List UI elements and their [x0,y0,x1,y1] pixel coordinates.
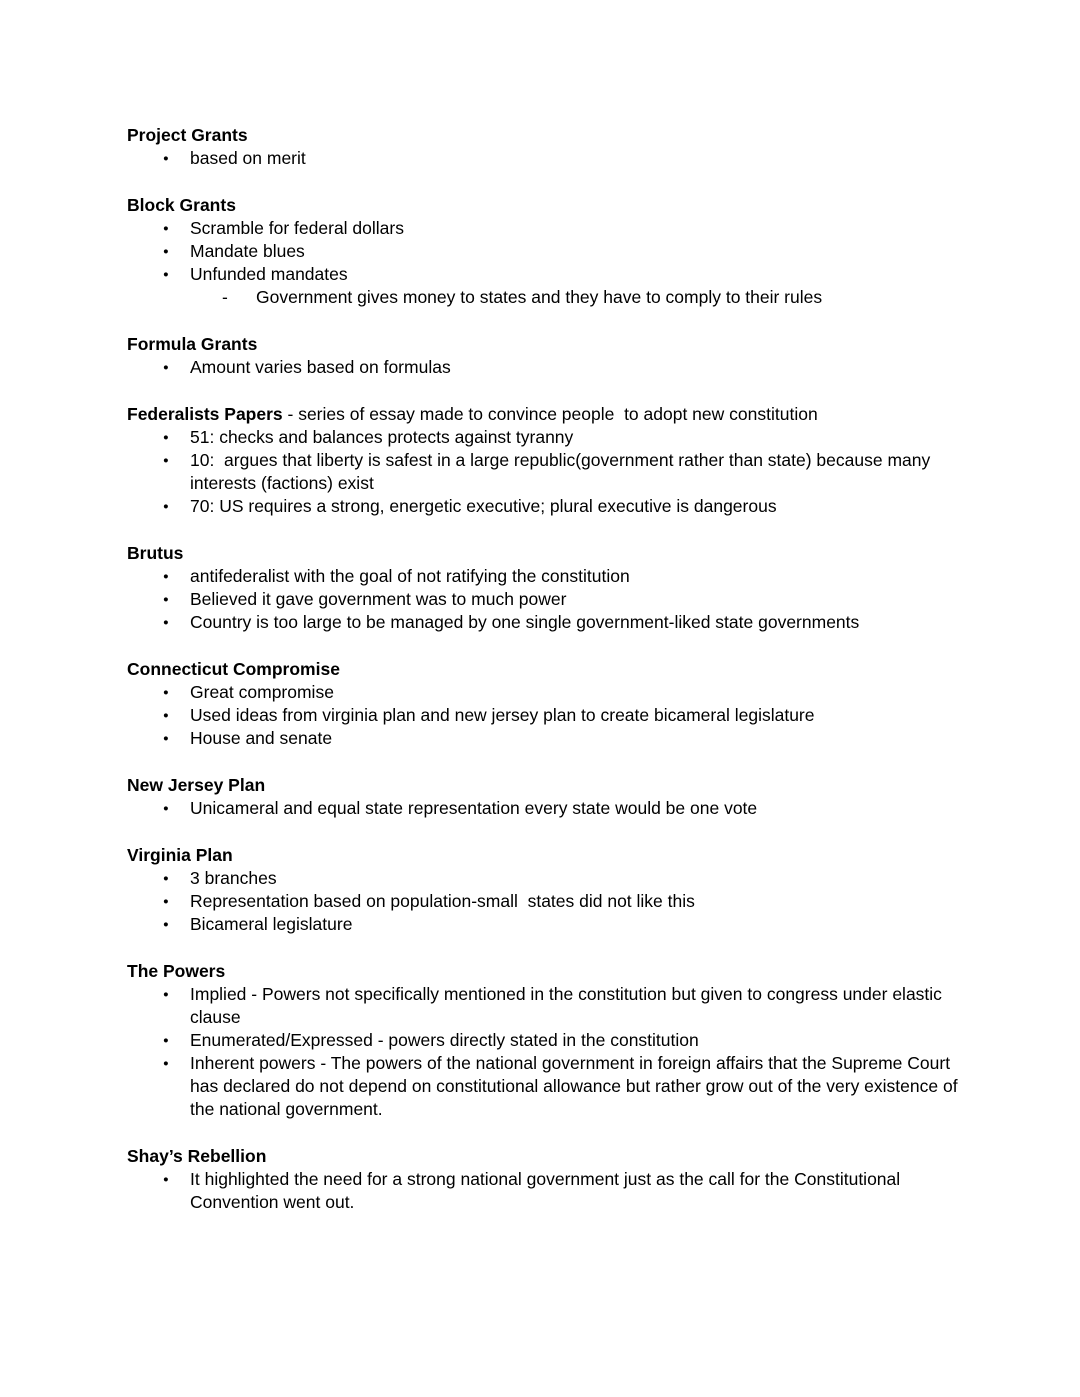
section-heading [127,194,960,217]
list-item [127,217,960,240]
section-heading-text: New Jersey Plan [127,775,266,795]
sub-list-item-text: Government gives money to states and they have to comply to their rules [256,287,823,307]
list-item [127,147,960,170]
list-item-text: Mandate blues [190,241,305,261]
list-item-text: Inherent powers - The powers of the national government in foreign affairs that the Supreme Court has declared do not depend on constitutional allowance but rather grow out of the very existence of the national government. [190,1053,963,1119]
list-item [127,565,960,588]
section-connecticut-compromise [127,658,960,750]
section-the-powers [127,960,963,1121]
section-heading [127,542,960,565]
list-item-text: Representation based on population-small states did not like this [190,891,695,911]
list-item-text: Scramble for federal dollars [190,218,404,238]
section-heading [127,124,960,147]
bullet-icon: ● [163,803,169,814]
bullet-icon: ● [163,989,169,1000]
list-item-text: 70: US requires a strong, energetic executive; plural executive is dangerous [190,496,777,516]
list-item-text: 51: checks and balances protects against tyranny [190,427,574,447]
bullet-icon: ● [163,571,169,582]
section-heading-text: Project Grants [127,125,248,145]
bullet-icon: ● [163,1035,169,1046]
list-item-text: Amount varies based on formulas [190,357,451,377]
dash-icon: - [222,287,228,307]
bullet-icon: ● [163,455,169,466]
bullet-icon: ● [163,896,169,907]
list-item [127,263,960,286]
section-shays-rebellion [127,1145,960,1214]
bullet-icon: ● [163,594,169,605]
section-heading [127,1145,960,1168]
list-item-text: Used ideas from virginia plan and new jersey plan to create bicameral legislature [190,705,815,725]
bullet-icon: ● [163,501,169,512]
section-heading-text: Connecticut Compromise [127,659,340,679]
section-heading-text: The Powers [127,961,226,981]
bullet-icon: ● [163,919,169,930]
bullet-icon: ● [163,873,169,884]
bullet-icon: ● [163,617,169,628]
section-block-grants [127,194,960,309]
bullet-icon: ● [163,153,169,164]
section-brutus [127,542,960,634]
list-item [127,867,960,890]
section-federalists-papers [127,403,960,518]
list-item-text: 10: argues that liberty is safest in a large republic(government rather than state) because many interests (factions) exist [190,450,936,493]
bullet-icon: ● [163,1058,169,1069]
bullet-icon: ● [163,362,169,373]
bullet-icon: ● [163,432,169,443]
list-item-text: Unfunded mandates [190,264,348,284]
list-item-text: Country is too large to be managed by one single government-liked state governments [190,612,860,632]
section-heading [127,960,960,983]
list-item-text: Implied - Powers not specifically mentioned in the constitution but given to congress under elastic clause [190,984,947,1027]
list-item [127,426,960,449]
list-item [127,611,960,634]
list-item [127,449,960,495]
bullet-icon: ● [163,1174,169,1185]
list-item-text: Great compromise [190,682,334,702]
list-item [127,913,960,936]
bullet-icon: ● [163,733,169,744]
list-item [127,797,960,820]
bullet-icon: ● [163,246,169,257]
section-heading [127,774,960,797]
section-heading-text: Shay’s Rebellion [127,1146,267,1166]
section-new-jersey-plan [127,774,960,820]
bullet-icon: ● [163,710,169,721]
list-item [127,356,960,379]
bullet-icon: ● [163,269,169,280]
list-item [127,495,960,518]
list-item-text: antifederalist with the goal of not ratifying the constitution [190,566,630,586]
list-item-text: Unicameral and equal state representation every state would be one vote [190,798,758,818]
list-item [127,1052,963,1121]
section-heading [127,658,960,681]
list-item [127,588,960,611]
sub-list-item [127,286,960,309]
section-heading-text: Brutus [127,543,184,563]
section-heading-text: Block Grants [127,195,236,215]
list-item [127,983,960,1029]
list-item [127,240,960,263]
bullet-icon: ● [163,223,169,234]
section-heading [127,844,960,867]
section-heading [127,333,960,356]
section-virginia-plan [127,844,960,936]
section-heading-rest: - series of essay made to convince people to adopt new constitution [282,404,818,424]
list-item [127,890,960,913]
section-formula-grants [127,333,960,379]
list-item-text: 3 branches [190,868,277,888]
list-item [127,704,960,727]
section-heading-text: Formula Grants [127,334,258,354]
list-item-text: Bicameral legislature [190,914,353,934]
list-item [127,1168,960,1214]
section-heading-text: Federalists Papers [127,404,283,424]
list-item-text: Believed it gave government was to much power [190,589,567,609]
section-heading [127,403,960,426]
list-item-text: based on merit [190,148,306,168]
list-item [127,1029,960,1052]
list-item [127,727,960,750]
list-item-text: Enumerated/Expressed - powers directly stated in the constitution [190,1030,699,1050]
list-item [127,681,960,704]
section-project-grants [127,124,960,170]
bullet-icon: ● [163,687,169,698]
list-item-text: House and senate [190,728,333,748]
list-item-text: It highlighted the need for a strong national government just as the call for the Constitutional Convention went out. [190,1169,906,1212]
section-heading-text: Virginia Plan [127,845,233,865]
